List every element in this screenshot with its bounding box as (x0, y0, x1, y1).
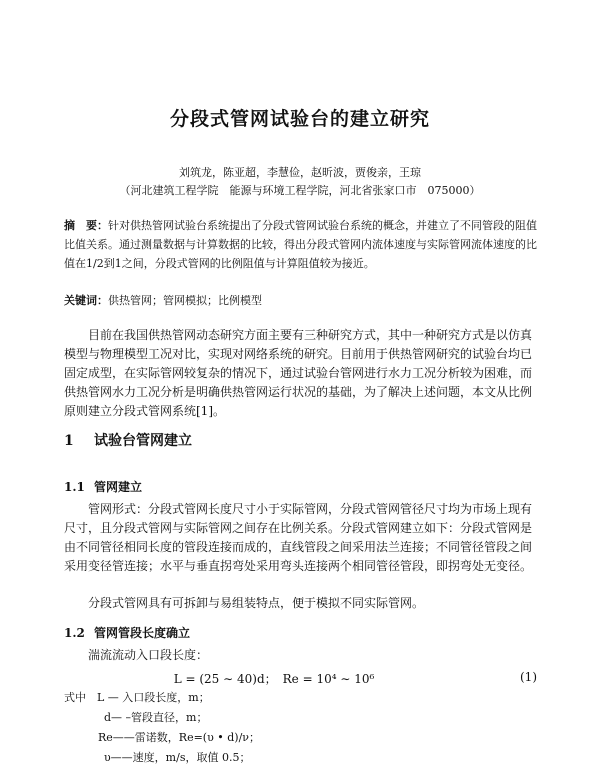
keywords (64, 292, 542, 308)
variable-definitions (64, 688, 544, 768)
section-1-heading (64, 430, 192, 450)
section-1-2-title: 管网管段长度确立 (94, 626, 191, 640)
authors: 刘筑龙，陈亚超，李慧俭，赵昕波，贾俊亲，王琼 (179, 166, 421, 179)
section-1-title: 试验台管网建立 (94, 433, 192, 449)
abstract-text: 针对供热管网试验台系统提出了分段式管网试验台系统的概念，并建立了不同管段的阻值比值关系。通过测量数据与计算数据的比较，得出分段式管网内流体速度与实际管网流体速度的比值在1/2到1之间，分段式管网的比例阻值与计算阻值较为接近。 (64, 219, 537, 270)
section-1-1-paragraph: 管网形式：分段式管网长度尺寸小于实际管网，分段式管网管径尺寸均为市场上现有尺寸，且分段式管网与实际管网之间存在比例关系。分段式管网建立如下：分段式管网是由不同管径相同长度的管段连接而成的，直线管段之间采用法兰连接；不同管径管段之间采用变径管连接；水平与垂直拐弯处采用弯头连接两个相同管径管段，即拐弯处无变径。 (64, 502, 533, 573)
paper-title: 分段式管网试验台的建立研究 (169, 108, 430, 130)
definition-line: υ——速度，m/s，取值 0.5； (104, 751, 251, 764)
abstract-label: 摘 要： (64, 219, 108, 232)
section-1-2-heading (64, 624, 190, 641)
affiliation: （河北建筑工程学院 能源与环境工程学院，河北省张家口市 075000） (119, 184, 481, 197)
definition-line: Re——雷诺数，Re=(υ • d)/ν； (98, 731, 260, 744)
keywords-text: 供热管网；管网模拟；比例模型 (108, 294, 262, 307)
section-1-2-number: 1.2 (64, 626, 85, 640)
intro-paragraph: 目前在我国供热管网动态研究方面主要有三种研究方式，其中一种研究方式是以仿真模型与物理模型工况对比，实现对网络系统的研究。目前用于供热管网研究的试验台均已固定成型，在实际管网较复杂的情况下，通过试验台管网进行水力工况分析较为困难，而供热管网水力工况分析是明确供热管网运行状况的基础，为了解决上述问题，本文从比例原则建立分段式管网系统[1]。 (64, 328, 533, 418)
equation-1: L = (25 ∼ 40)d； Re = 10⁴ ∼ 10⁶ (173, 672, 375, 686)
section-1-2-paragraph: 湍流流动入口段长度： (88, 648, 209, 662)
equation-1-number: (1) (520, 670, 537, 684)
section-1-1-heading (64, 478, 142, 495)
definition-line: 式中 L — 入口段长度，m； (64, 691, 210, 704)
definition-line: d— –管段直径，m； (104, 711, 208, 724)
abstract (64, 216, 542, 273)
keywords-label: 关键词： (64, 294, 108, 307)
section-1-1-number: 1.1 (64, 480, 85, 494)
section-1-number: 1 (64, 433, 74, 449)
section-1-1-paragraph-2: 分段式管网具有可拆卸与易组装特点，便于模拟不同实际管网。 (88, 596, 425, 610)
section-1-1-title: 管网建立 (94, 480, 143, 494)
